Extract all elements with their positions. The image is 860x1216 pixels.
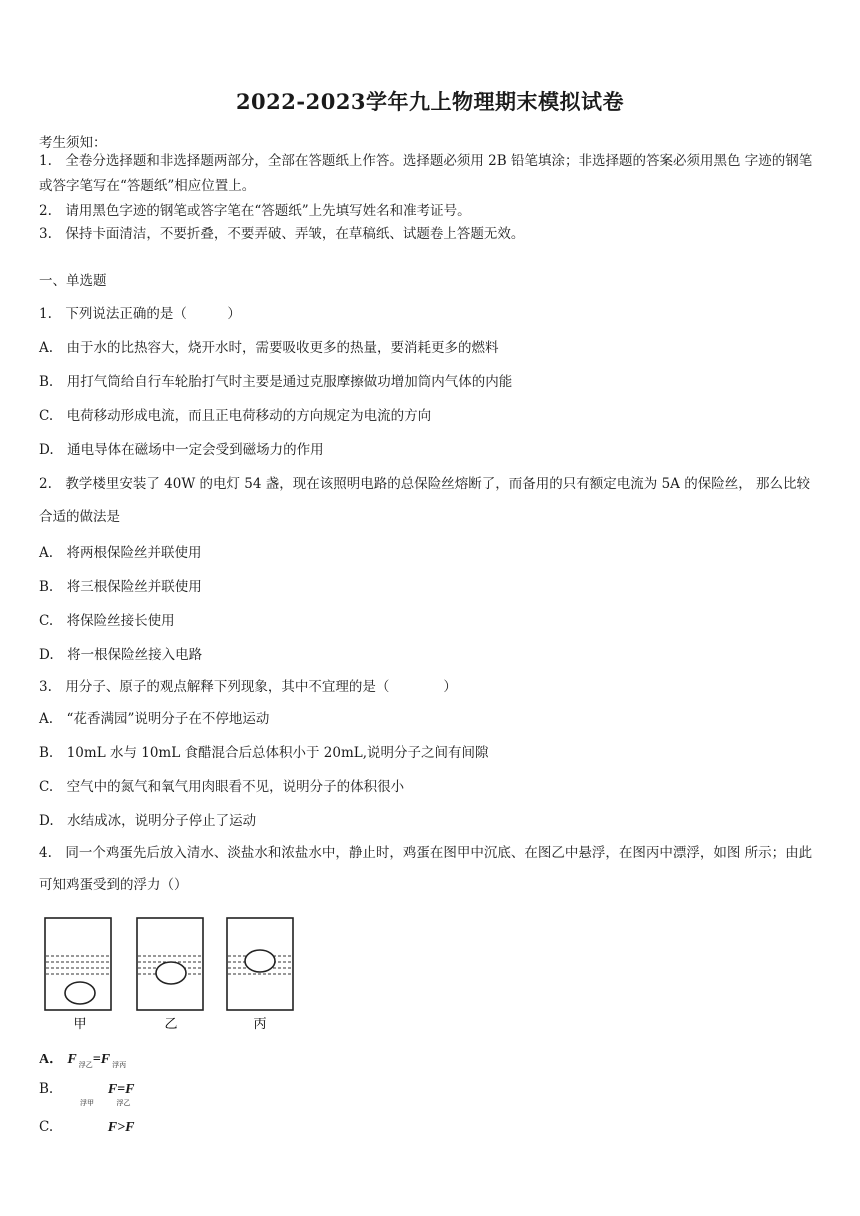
question-2-stem: 2. 教学楼里安装了 40W 的电灯 54 盏，现在该照明电路的总保险丝熔断了，而备用的只有额定电流为 5A 的保险丝， 那么比较合适的做法是 (39, 476, 810, 525)
option-b-left-sub: 浮甲 (80, 1099, 94, 1107)
question-2-option-b: B. 将三根保险丝并联使用 (39, 579, 202, 595)
question-4-option-b (39, 1081, 134, 1098)
question-1-option-c: C. 电荷移动形成电流，而且正电荷移动的方向规定为电流的方向 (39, 408, 432, 424)
question-1-option-a: A. 由于水的比热容大，烧开水时，需要吸收更多的热量，要消耗更多的燃料 (39, 340, 499, 356)
label-yi: 乙 (164, 1017, 178, 1032)
question-2-option-c: C. 将保险丝接长使用 (39, 613, 175, 629)
beaker-yi (137, 918, 203, 1010)
page-title: 2022-2023学年九上物理期末模拟试卷 (235, 89, 625, 114)
question-3-stem: 3. 用分子、原子的观点解释下列现象，其中不宜理的是（ ） (39, 679, 457, 695)
beaker-bing (227, 918, 293, 1010)
option-b-right-sub: 浮乙 (116, 1099, 131, 1107)
option-a-op: = (92, 1052, 101, 1067)
question-3-option-c: C. 空气中的氮气和氧气用肉眼看不见，说明分子的体积很小 (39, 779, 405, 795)
question-3-option-a: A. “花香满园”说明分子在不停地运动 (39, 711, 270, 727)
egg-beakers-figure (40, 914, 310, 1034)
option-a-letter: A． (39, 1052, 64, 1067)
label-jia: 甲 (73, 1017, 87, 1032)
section-heading: 一、单选题 (39, 273, 107, 289)
option-b-op: = (117, 1082, 126, 1097)
option-a-right: F (100, 1052, 111, 1067)
option-c-left: F (107, 1120, 118, 1135)
notice-heading: 考生须知： (39, 135, 107, 151)
option-c-op: > (117, 1120, 126, 1135)
notice-item-2: 2. 请用黑色字迹的钢笔或答字笔在“答题纸”上先填写姓名和准考证号。 (39, 203, 471, 219)
question-4-stem: 4. 同一个鸡蛋先后放入清水、淡盐水和浓盐水中，静止时，鸡蛋在图甲中沉底、在图乙中悬浮，在图丙中漂浮，如图 所示；由此可知鸡蛋受到的浮力（） (39, 845, 813, 893)
question-2-option-d: D. 将一根保险丝接入电路 (39, 647, 203, 663)
question-1-option-d: D. 通电导体在磁场中一定会受到磁场力的作用 (39, 442, 324, 458)
question-4-option-a (39, 1048, 126, 1070)
option-a-right-sub: 浮丙 (112, 1061, 127, 1069)
option-a-left-sub: 浮乙 (78, 1061, 93, 1069)
egg-sunk (65, 982, 95, 1004)
notice-item-3: 3. 保持卡面清洁，不要折叠，不要弄破、弄皱，在草稿纸、试题卷上答题无效。 (39, 226, 525, 242)
option-a-left: F (67, 1052, 77, 1067)
question-3-option-b: B. 10mL 水与 10mL 食醋混合后总体积小于 20mL,说明分子之间有间隙 (39, 745, 489, 761)
beakers-svg (40, 914, 310, 1034)
option-b-left: F (107, 1082, 118, 1097)
question-1-stem: 1. 下列说法正确的是（ ） (39, 306, 241, 322)
question-3-option-d: D. 水结成冰，说明分子停止了运动 (39, 813, 257, 829)
beaker-jia (45, 918, 111, 1010)
question-2-option-a: A. 将两根保险丝并联使用 (39, 545, 202, 561)
egg-suspended (156, 962, 186, 984)
notice-item-1: 1. 全卷分选择题和非选择题两部分，全部在答题纸上作答。选择题必须用 2B 铅笔填涂；非选择题的答案必须用黑色 字迹的钢笔或答字笔写在“答题纸”相应位置上。 (39, 153, 813, 194)
option-c-right: F (125, 1120, 135, 1135)
option-b-subscripts (80, 1098, 130, 1108)
option-b-right: F (125, 1082, 135, 1097)
question-1-option-b: B. 用打气筒给自行车轮胎打气时主要是通过克服摩擦做功增加筒内气体的内能 (39, 374, 513, 390)
egg-floating (245, 950, 275, 972)
question-4-option-c (39, 1119, 134, 1136)
label-bing: 丙 (253, 1017, 267, 1032)
option-b-letter: B. (39, 1081, 54, 1097)
option-c-letter: C. (39, 1119, 54, 1135)
